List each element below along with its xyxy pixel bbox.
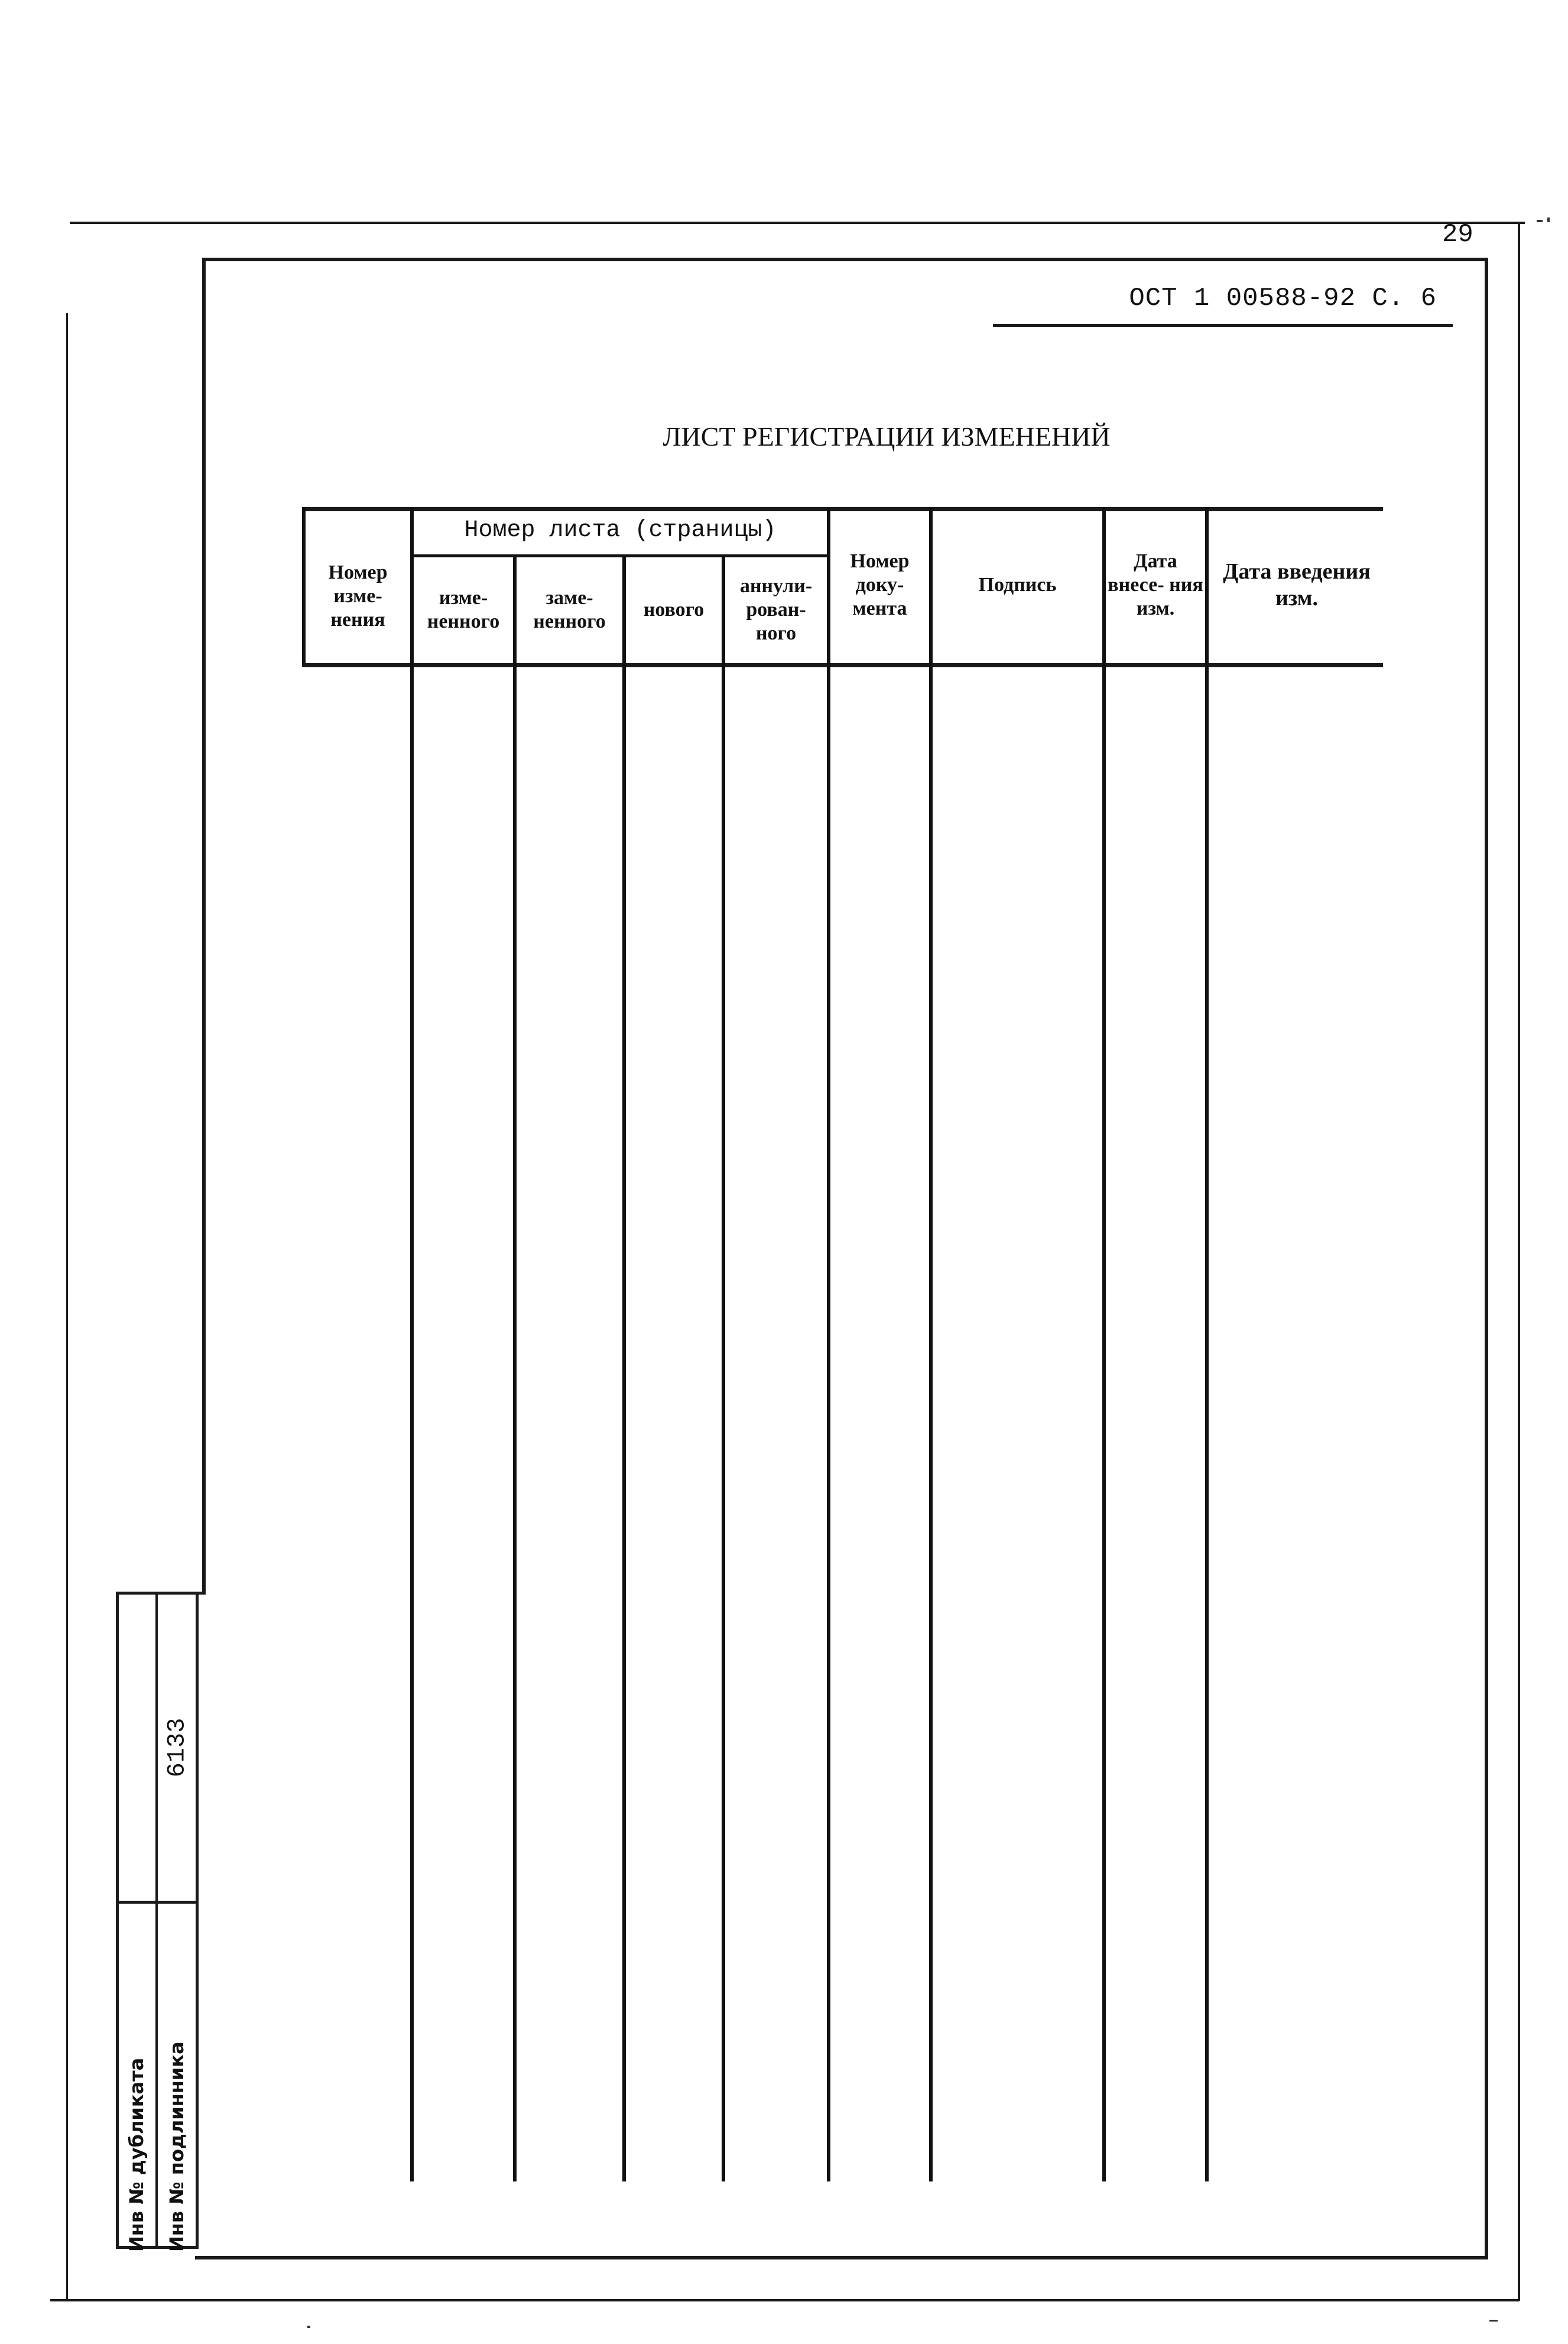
outer-left-line	[66, 313, 68, 2299]
inv-original-value-cell	[158, 1595, 196, 1901]
outer-bottom-line	[50, 2299, 1519, 2301]
document-code: ОСТ 1 00588-92 С. 6	[1129, 284, 1437, 313]
doc-code-underline	[993, 324, 1453, 327]
cell-annulled	[723, 663, 829, 2181]
inv-duplicate-value-cell	[119, 1595, 155, 1901]
header-annulled: аннули- рован- ного	[723, 556, 829, 663]
inv-duplicate-label: Инв № дубликата	[125, 2057, 148, 2252]
header-replaced: заме- ненного	[515, 556, 624, 663]
inv-original-label: Инв № подлинника	[165, 2041, 188, 2252]
sidebar-right-line	[196, 1592, 199, 2249]
table-body-row	[304, 663, 1385, 2181]
outer-right-line	[1518, 222, 1520, 2301]
cell-new	[624, 663, 723, 2181]
page-number: 29	[1442, 220, 1473, 249]
cell-entry-date	[1104, 663, 1207, 2181]
cell-change-number	[304, 663, 412, 2181]
cell-effective-date	[1207, 663, 1385, 2181]
cell-signature	[931, 663, 1104, 2181]
inv-duplicate-label-cell	[119, 1904, 155, 2252]
header-entry-date: Дата внесе- ния изм.	[1104, 507, 1207, 663]
inv-original-label-cell	[158, 1904, 196, 2252]
frame-left-line	[202, 258, 206, 1593]
frame-right-line	[1485, 258, 1488, 2258]
scan-mark-bottom-right	[1489, 2320, 1498, 2322]
sheet-title: ЛИСТ РЕГИСТРАЦИИ ИЗМЕНЕНИЙ	[663, 421, 1111, 452]
change-registration-table	[302, 507, 1385, 2181]
header-change-number: Номер изме- нения	[304, 507, 412, 663]
outer-top-line	[70, 222, 1525, 224]
header-document-number: Номер доку- мента	[829, 507, 931, 663]
header-effective-date: Дата введения изм.	[1207, 507, 1385, 663]
frame-bottom-line	[195, 2256, 1488, 2259]
cell-changed	[412, 663, 515, 2181]
frame-top-line	[202, 258, 1488, 261]
header-signature: Подпись	[931, 507, 1104, 663]
header-changed: изме- ненного	[412, 556, 515, 663]
scan-mark-bottom	[307, 2326, 310, 2328]
cell-document-number	[829, 663, 931, 2181]
header-new: нового	[624, 556, 723, 663]
inv-original-value: 6133	[163, 1718, 191, 1778]
header-sheet-number-group: Номер листа (страницы)	[412, 507, 829, 556]
scan-mark-top-right	[1537, 220, 1543, 222]
scan-mark-top-right-2	[1547, 217, 1550, 222]
cell-replaced	[515, 663, 624, 2181]
